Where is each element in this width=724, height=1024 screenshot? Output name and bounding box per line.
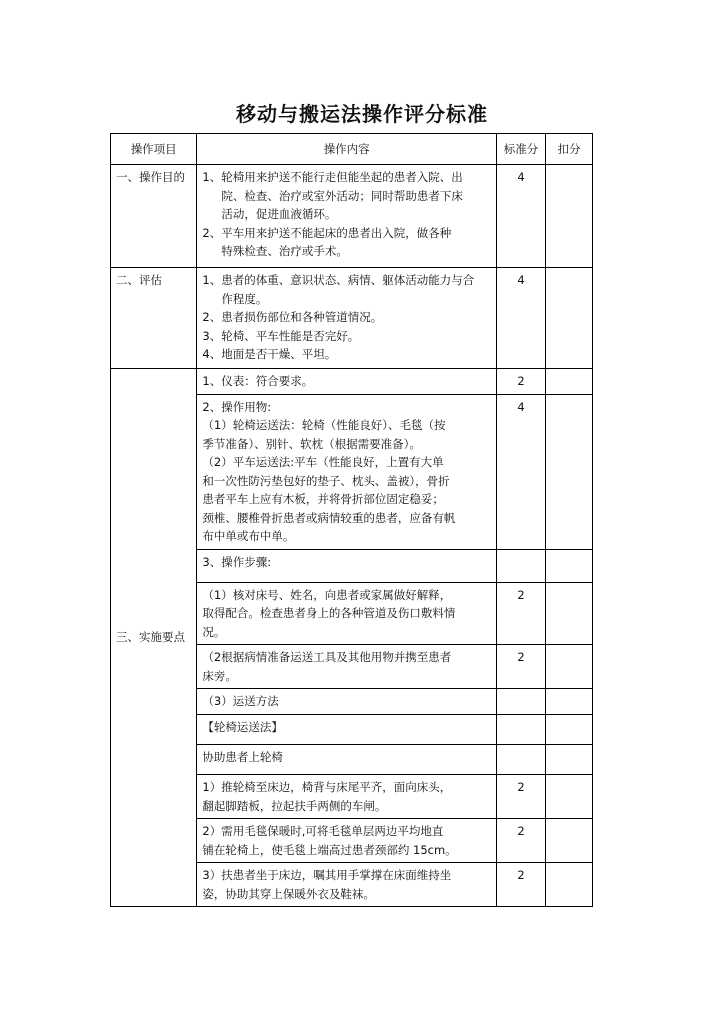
content-line: 1、轮椅用来护送不能行走但能坐起的患者入院、出 [202, 170, 463, 184]
content-line: 铺在轮椅上，使毛毯上端高过患者颈部约 15cm。 [202, 842, 457, 857]
content-cell [197, 863, 497, 907]
content-cell: 【轮椅运送法】 [197, 715, 497, 745]
table-header-row [111, 134, 593, 165]
score-cell [497, 715, 546, 745]
deduct-cell [546, 582, 593, 645]
score-cell [497, 689, 546, 715]
section-label: 三、实施要点 [111, 369, 197, 907]
content-line: 特殊检查、治疗或手术。 [221, 244, 348, 258]
score-cell: 4 [497, 394, 546, 549]
section-label: 二、评估 [111, 268, 197, 369]
score-cell: 2 [497, 369, 546, 395]
content-line: （1）轮椅运送法：轮椅（性能良好）、毛毯（按 [202, 418, 446, 432]
scoring-table [110, 133, 593, 907]
score-cell: 2 [497, 775, 546, 819]
content-line: 姿，协助其穿上保暖外衣及鞋袜。 [202, 886, 375, 901]
table-row [111, 165, 593, 268]
content-line: 患者平车上应有木板，并将骨折部位固定稳妥； [202, 492, 444, 506]
score-cell [497, 549, 546, 582]
deduct-cell [546, 645, 593, 689]
content-line: 况。 [202, 624, 226, 639]
deduct-cell [546, 549, 593, 582]
header-content: 操作内容 [197, 134, 497, 165]
content-line: 活动，促进血液循环。 [221, 207, 337, 221]
score-cell: 2 [497, 863, 546, 907]
deduct-cell [546, 715, 593, 745]
score-cell: 2 [497, 819, 546, 863]
content-line: 翻起脚踏板，拉起扶手两侧的车闸。 [202, 798, 387, 813]
score-cell: 2 [497, 582, 546, 645]
content-line: 床旁。 [202, 668, 237, 683]
table-row [111, 268, 593, 369]
deduct-cell [546, 819, 593, 863]
deduct-cell [546, 394, 593, 549]
content-line: 2、平车用来护送不能起床的患者出入院，做各种 [202, 225, 452, 240]
deduct-cell [546, 165, 593, 268]
deduct-cell [546, 689, 593, 715]
content-cell: 协助患者上轮椅 [197, 745, 497, 775]
content-line: （2根据病情准备运送工具及其他用物并携至患者 [202, 650, 452, 664]
section-content [197, 268, 497, 369]
content-line: 2）需用毛毯保暖时,可将毛毯单层两边平均地直 [202, 824, 444, 838]
content-line: 作程度。 [221, 291, 268, 306]
content-cell [197, 582, 497, 645]
content-cell [197, 394, 497, 549]
content-line: 3）扶患者坐于床边，嘱其用手掌撑在床面维持坐 [202, 868, 452, 882]
content-cell: 3、操作步骤: [197, 549, 497, 582]
content-cell: 1、仪表：符合要求。 [197, 369, 497, 395]
content-line: （1）核对床号、姓名，向患者或家属做好解释， [202, 587, 452, 602]
content-line: 季节准备）、别针、软枕（根据需要准备）。 [202, 436, 421, 451]
content-cell [197, 775, 497, 819]
deduct-cell [546, 369, 593, 395]
header-item: 操作项目 [111, 134, 197, 165]
content-line: 3、轮椅、平车性能是否完好。 [202, 328, 360, 343]
content-line: 2、患者损伤部位和各种管道情况。 [202, 310, 383, 324]
header-standard: 标准分 [497, 134, 546, 165]
score-cell: 4 [497, 268, 546, 369]
section-content [197, 165, 497, 268]
content-cell [197, 819, 497, 863]
content-line: 布中单或布中单。 [202, 529, 295, 543]
header-deduct: 扣分 [546, 134, 593, 165]
content-line: 和一次性防污垫包好的垫子、枕头、盖被），骨折 [202, 473, 450, 488]
content-cell [197, 645, 497, 689]
page-title: 移动与搬运法操作评分标准 [236, 102, 488, 126]
content-line: 1）推轮椅至床边，椅背与床尾平齐，面向床头， [202, 780, 452, 794]
content-line: 1、患者的体重、意识状态、病情、躯体活动能力与合 [202, 273, 475, 287]
content-line: 院、检查、治疗或室外活动；同时帮助患者下床 [221, 188, 463, 203]
deduct-cell [546, 863, 593, 907]
content-line: （2）平车运送法:平车（性能良好，上置有大单 [202, 455, 444, 469]
content-line: 颈椎、腰椎骨折患者或病情较重的患者，应备有帆 [202, 510, 456, 525]
content-line: 取得配合。检查患者身上的各种管道及伤口敷料情 [202, 606, 456, 620]
score-cell: 2 [497, 645, 546, 689]
section-label: 一、操作目的 [111, 165, 197, 268]
score-cell [497, 745, 546, 775]
table-row [111, 369, 593, 395]
score-cell: 4 [497, 165, 546, 268]
deduct-cell [546, 745, 593, 775]
content-cell: （3）运送方法 [197, 689, 497, 715]
content-line: 4、地面是否干燥、平坦。 [202, 347, 337, 361]
deduct-cell [546, 775, 593, 819]
content-line: 2、操作用物: [202, 399, 272, 414]
deduct-cell [546, 268, 593, 369]
